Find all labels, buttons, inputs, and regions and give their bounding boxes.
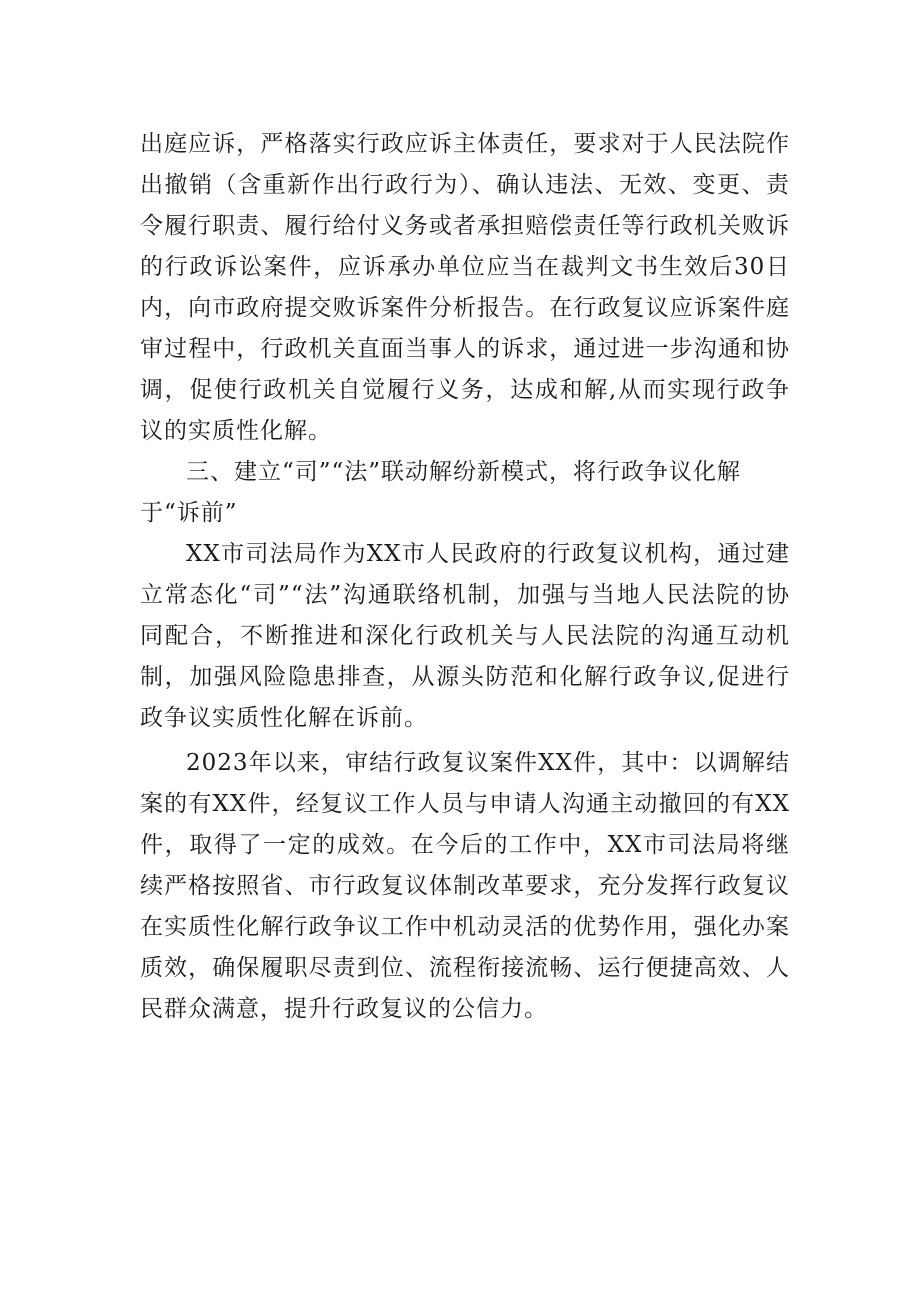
paragraph-summary: 2023年以来，审结行政复议案件XX件，其中：以调解结案的有XX件，经复议工作人员与申请人沟通主动撤回的有XX件，取得了一定的成效。在今后的工作中，XX市司法局将继续严格按照省、市行政复议体制改革要求，充分发挥行政复议在实质性化解行政争议工作中机动灵活的优势作用，强化办案质效，确保履职尽责到位、流程衔接流畅、运行便捷高效、人民群众满意，提升行政复议的公信力。 bbox=[140, 750, 790, 1022]
paragraph-body: XX市司法局作为XX市人民政府的行政复议机构，通过建立常态化“司”“法”沟通联络机制，加强与当地人民法院的协同配合，不断推进和深化行政机关与人民法院的沟通互动机制，加强风险隐患排查，从源头防范和化解行政争议,促进行政争议实质性化解在诉前。 bbox=[140, 541, 790, 731]
paragraph-continuation: 出庭应诉，严格落实行政应诉主体责任，要求对于人民法院作出撤销（含重新作出行政行为）、确认违法、无效、变更、责令履行职责、履行给付义务或者承担赔偿责任等行政机关败诉的行政诉讼案件，应诉承办单位应当在裁判文书生效后30日内，向市政府提交败诉案件分析报告。在行政复议应诉案件庭审过程中，行政机关直面当事人的诉求，通过进一步沟通和协调，促使行政机关自觉履行义务，达成和解,从而实现行政争议的实质性化解。 bbox=[140, 131, 790, 444]
document-body bbox=[140, 124, 790, 1030]
section-heading: 三、建立“司”“法”联动解纷新模式，将行政争议化解于“诉前” bbox=[140, 459, 742, 526]
